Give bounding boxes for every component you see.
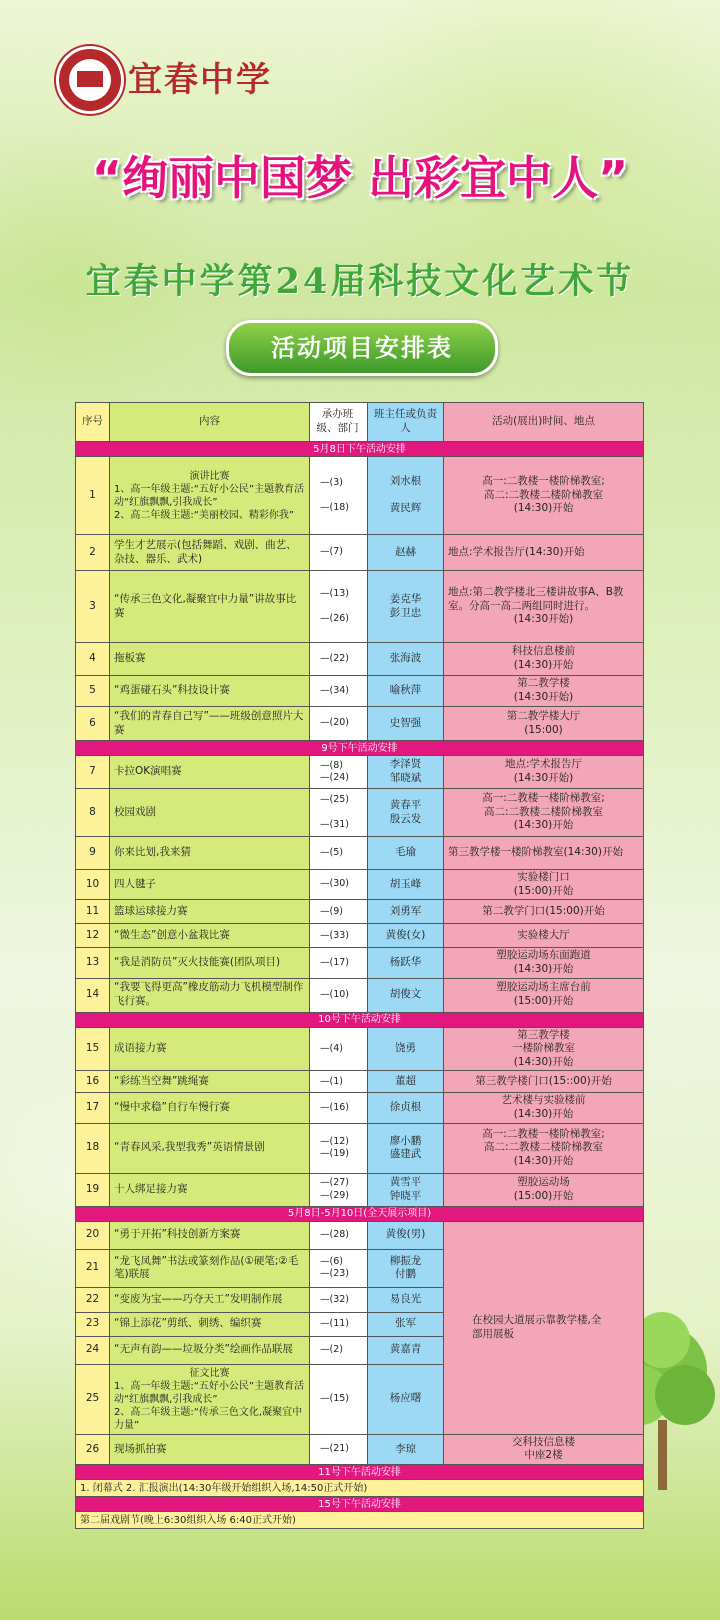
row-org: —(8) —(24) (310, 756, 368, 789)
row-org: —(13) —(26) (310, 571, 368, 643)
table-row (76, 756, 644, 789)
row-org: —(10) (310, 978, 368, 1012)
row-org: —(16) (310, 1093, 368, 1123)
festival-title: 宜春中学第24届科技文化艺术节 (85, 261, 635, 302)
row-time: 地点:第二教学楼北三楼讲故事A、B教室。分高一高二两组同时进行。 (14:30开始) (444, 571, 644, 643)
row-no: 14 (76, 978, 110, 1012)
row-content-line: 2、高二年级主题:“传承三色文化,凝聚宜中力量” (114, 1406, 303, 1431)
row-content: 学生才艺展示(包括舞蹈、戏剧、曲艺、杂技、器乐、武术) (110, 535, 310, 571)
school-name: 宜春中学 (128, 60, 272, 100)
row-content-line: 演讲比赛 (189, 470, 230, 482)
logo-year: 1902 (82, 93, 98, 100)
table-row (76, 948, 644, 978)
row-teacher: 董超 (368, 1071, 444, 1093)
row-time: 实验楼大厅 (444, 924, 644, 948)
section-label: 15号下午活动安排 (76, 1497, 644, 1512)
row-no: 24 (76, 1336, 110, 1364)
section-label: 9号下午活动安排 (76, 741, 644, 756)
row-teacher: 李琼 (368, 1434, 444, 1464)
table-row (76, 1434, 644, 1464)
section-header (76, 442, 644, 457)
row-no: 15 (76, 1027, 110, 1071)
table-row (76, 457, 644, 535)
row-teacher: 刘勇军 (368, 900, 444, 924)
header-teacher: 班主任或负责人 (368, 403, 444, 442)
row-time: 第二教学楼大厅 (15:00) (444, 707, 644, 741)
row-content: 拖板赛 (110, 643, 310, 676)
header-org: 承办班级、部门 (310, 403, 368, 442)
row-content: “我要飞得更高”橡皮筋动力飞机模型制作飞行赛。 (110, 978, 310, 1012)
row-teacher: 李泽贤 邹晓斌 (368, 756, 444, 789)
row-org: —(6) —(23) (310, 1249, 368, 1287)
row-no: 22 (76, 1287, 110, 1312)
table-row (76, 1173, 644, 1206)
table-row (76, 1027, 644, 1071)
row-content: “龙飞凤舞”书法或篆刻作品(①硬笔;②毛笔)联展 (110, 1249, 310, 1287)
row-content: “鸡蛋碰石头”科技设计赛 (110, 676, 310, 707)
row-content: “我们的青春自己写”——班级创意照片大赛 (110, 707, 310, 741)
row-teacher: 姜克华 彭卫忠 (368, 571, 444, 643)
row-org: —(22) (310, 643, 368, 676)
row-teacher: 刘水根 黄民辉 (368, 457, 444, 535)
row-no: 2 (76, 535, 110, 571)
row-time: 塑胶运动场东面跑道 (14:30)开始 (444, 948, 644, 978)
row-no: 1 (76, 457, 110, 535)
row-content: 四人毽子 (110, 870, 310, 900)
row-org: —(1) (310, 1071, 368, 1093)
table-row (76, 870, 644, 900)
row-content: “微生态”创意小盆栽比赛 (110, 924, 310, 948)
row-no: 11 (76, 900, 110, 924)
row-time: 科技信息楼前 (14:30)开始 (444, 643, 644, 676)
row-teacher: 柳振龙 付鹏 (368, 1249, 444, 1287)
row-no: 9 (76, 837, 110, 870)
header-no: 序号 (76, 403, 110, 442)
row-content: “彩练当空舞”跳绳赛 (110, 1071, 310, 1093)
row-no: 20 (76, 1221, 110, 1249)
row-teacher: 毛瑜 (368, 837, 444, 870)
row-no: 16 (76, 1071, 110, 1093)
row-teacher: 徐贞根 (368, 1093, 444, 1123)
row-time: 高一:二教楼一楼阶梯教室; 高二:二教楼二楼阶梯教室 (14:30)开始 (444, 1123, 644, 1173)
table-row (76, 837, 644, 870)
row-org: —(34) (310, 676, 368, 707)
building-icon (77, 71, 103, 87)
table-row (76, 535, 644, 571)
row-time: 第二教学门口(15:00)开始 (444, 900, 644, 924)
row-no: 3 (76, 571, 110, 643)
row-org: —(28) (310, 1221, 368, 1249)
table-header-row (76, 403, 644, 442)
row-content-line: 1、高一年级主题:“五好小公民”主题教育活动“红旗飘飘,引我成长” (114, 483, 305, 508)
table-row (76, 924, 644, 948)
row-content: 十人绑足接力赛 (110, 1173, 310, 1206)
row-org: —(3) —(18) (310, 457, 368, 535)
section-label: 10号下午活动安排 (76, 1012, 644, 1027)
row-teacher: 易良光 (368, 1287, 444, 1312)
row-time: 塑胶运动场 (15:00)开始 (444, 1173, 644, 1206)
row-content: 校园戏剧 (110, 789, 310, 837)
row-org: —(33) (310, 924, 368, 948)
row-org: —(21) (310, 1434, 368, 1464)
row-org: —(27) —(29) (310, 1173, 368, 1206)
row-teacher: 黄嘉青 (368, 1336, 444, 1364)
row-no: 17 (76, 1093, 110, 1123)
row-org: —(11) (310, 1312, 368, 1336)
row-no: 25 (76, 1364, 110, 1434)
row-teacher: 黄春平 殷云发 (368, 789, 444, 837)
row-org: —(25) —(31) (310, 789, 368, 837)
row-content: 你来比划,我来猜 (110, 837, 310, 870)
section-label: 5月8日-5月10日(全天展示项目) (76, 1206, 644, 1221)
row-time: 地点:学术报告厅(14:30)开始 (444, 535, 644, 571)
row-teacher: 饶勇 (368, 1027, 444, 1071)
row-content: 篮球运球接力赛 (110, 900, 310, 924)
row-content: “慢中求稳”自行车慢行赛 (110, 1093, 310, 1123)
row-time: 交科技信息楼 中座2楼 (444, 1434, 644, 1464)
row-org: —(15) (310, 1364, 368, 1434)
row-teacher: 胡玉峰 (368, 870, 444, 900)
row-teacher: 张军 (368, 1312, 444, 1336)
row-org: —(7) (310, 535, 368, 571)
row-org: —(5) (310, 837, 368, 870)
row-no: 4 (76, 643, 110, 676)
row-content: “变废为宝——巧夺天工”发明制作展 (110, 1287, 310, 1312)
row-no: 13 (76, 948, 110, 978)
row-no: 19 (76, 1173, 110, 1206)
row-teacher: 黄俊(女) (368, 924, 444, 948)
row-content: “锦上添花”剪纸、刺绣、编织赛 (110, 1312, 310, 1336)
row-teacher: 黄俊(男) (368, 1221, 444, 1249)
row-no: 18 (76, 1123, 110, 1173)
row-content-line: 2、高二年级主题:“美丽校园、精彩你我” (114, 509, 295, 521)
row-no: 23 (76, 1312, 110, 1336)
row-teacher: 张海波 (368, 643, 444, 676)
row-content-line: 征文比赛 (189, 1367, 230, 1379)
row-no: 5 (76, 676, 110, 707)
row-teacher: 杨应曙 (368, 1364, 444, 1434)
row-no: 8 (76, 789, 110, 837)
row-teacher: 廖小鹏 盛建武 (368, 1123, 444, 1173)
row-org: —(4) (310, 1027, 368, 1071)
row-time: 第三教学楼门口(15::00)开始 (444, 1071, 644, 1093)
row-teacher: 赵赫 (368, 535, 444, 571)
row-teacher: 史智强 (368, 707, 444, 741)
table-row (76, 789, 644, 837)
row-no: 26 (76, 1434, 110, 1464)
table-row (76, 1123, 644, 1173)
section-header (76, 1012, 644, 1027)
row-time: 塑胶运动场主席台前 (15:00)开始 (444, 978, 644, 1012)
row-content: 现场抓拍赛 (110, 1434, 310, 1464)
row-content: “传承三色文化,凝聚宜中力量”讲故事比赛 (110, 571, 310, 643)
row-time: 高一:二教楼一楼阶梯教室; 高二:二教楼二楼阶梯教室 (14:30)开始 (444, 789, 644, 837)
section-label: 5月8日下午活动安排 (76, 442, 644, 457)
row-org: —(2) (310, 1336, 368, 1364)
row-org: —(20) (310, 707, 368, 741)
row-teacher: 胡俊文 (368, 978, 444, 1012)
section-header (76, 1206, 644, 1221)
table-row (76, 571, 644, 643)
section-label: 11号下午活动安排 (76, 1465, 644, 1480)
table-row (76, 643, 644, 676)
table-row (76, 1071, 644, 1093)
row-org: —(32) (310, 1287, 368, 1312)
row-no: 10 (76, 870, 110, 900)
school-logo (56, 46, 124, 114)
drama-text: 第二届戏剧节(晚上6:30组织入场 6:40正式开始) (76, 1512, 644, 1529)
row-time: 第三教学楼 一楼阶梯教室 (14:30)开始 (444, 1027, 644, 1071)
row-time: 艺术楼与实验楼前 (14:30)开始 (444, 1093, 644, 1123)
row-time: 地点:学术报告厅 (14:30开始) (444, 756, 644, 789)
section-header (76, 741, 644, 756)
row-content: “无声有韵——垃圾分类”绘画作品联展 (110, 1336, 310, 1364)
table-row (76, 1093, 644, 1123)
row-teacher: 喻秋萍 (368, 676, 444, 707)
row-content: 成语接力赛 (110, 1027, 310, 1071)
schedule-table (75, 402, 644, 1529)
drama-row (76, 1512, 644, 1529)
section-header (76, 1465, 644, 1480)
section-header (76, 1497, 644, 1512)
row-org: —(12) —(19) (310, 1123, 368, 1173)
table-row (76, 978, 644, 1012)
display-location: 在校园大道展示靠教学楼,全部用展板 (444, 1221, 644, 1434)
schedule-title-badge: 活动项目安排表 (226, 320, 498, 376)
row-content: 卡拉OK演唱赛 (110, 756, 310, 789)
row-content (110, 457, 310, 535)
table-row (76, 1221, 644, 1249)
row-no: 7 (76, 756, 110, 789)
row-time: 第二教学楼 (14:30开始) (444, 676, 644, 707)
row-org: —(9) (310, 900, 368, 924)
row-no: 6 (76, 707, 110, 741)
row-no: 12 (76, 924, 110, 948)
slogan-title: “绚丽中国梦 出彩宜中人” (91, 151, 629, 205)
table-row (76, 900, 644, 924)
table-row (76, 707, 644, 741)
closing-text: 1. 闭幕式 2. 汇报演出(14:30年级开始组织入场,14:50正式开始) (76, 1480, 644, 1497)
row-content: “勇于开拓”科技创新方案赛 (110, 1221, 310, 1249)
header-content: 内容 (110, 403, 310, 442)
header-time: 活动(展出)时间、地点 (444, 403, 644, 442)
row-org: —(30) (310, 870, 368, 900)
row-content: “青春风采,我型我秀”英语情景剧 (110, 1123, 310, 1173)
row-teacher: 黄雪平 钟晓平 (368, 1173, 444, 1206)
row-time: 实验楼门口 (15:00)开始 (444, 870, 644, 900)
row-content: “我是消防员”灭火技能赛(团队项目) (110, 948, 310, 978)
row-time: 高一:二教楼一楼阶梯教室; 高二:二教楼二楼阶梯教室 (14:30)开始 (444, 457, 644, 535)
row-teacher: 杨跃华 (368, 948, 444, 978)
closing-row (76, 1480, 644, 1497)
table-row (76, 676, 644, 707)
row-content-line: 1、高一年级主题:“五好小公民”主题教育活动“红旗飘飘,引我成长” (114, 1380, 305, 1405)
row-content (110, 1364, 310, 1434)
row-no: 21 (76, 1249, 110, 1287)
row-org: —(17) (310, 948, 368, 978)
row-time: 第三教学楼一楼阶梯教室(14:30)开始 (444, 837, 644, 870)
